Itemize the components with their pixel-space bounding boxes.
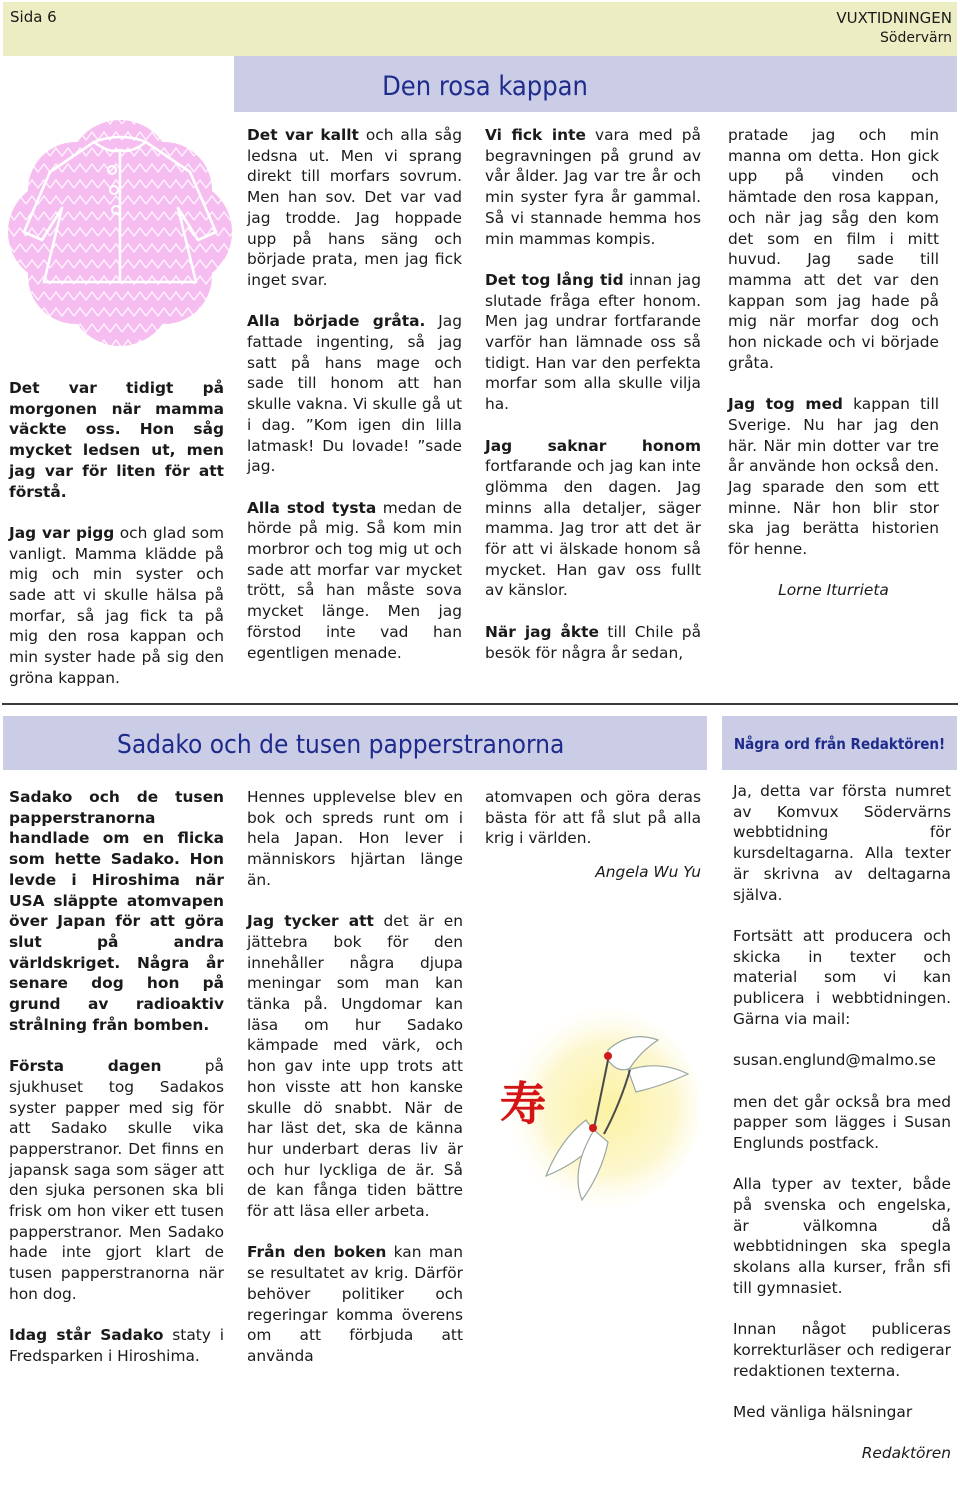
paragraph-lead: Alla började gråta. (247, 312, 426, 331)
paragraph: Fortsätt att producera och skicka in texter och material som vi kan publicera i webbtidningen. Gärna via mail: (733, 926, 951, 1028)
article-column-4 (728, 125, 939, 622)
paragraph (485, 436, 701, 602)
paragraph (247, 498, 462, 664)
paragraph (9, 1325, 224, 1366)
page-header (3, 2, 957, 56)
paragraph-lead: Det var kallt (247, 126, 359, 144)
paragraph (728, 125, 939, 373)
article-author: Angela Wu Yu (595, 862, 701, 881)
paragraph-text: vara med på begravningen på grund av vår ålder. Jag var tre år och min syster fyra år gammal. Så vi stannade hemma hos min mammas kompis. (485, 126, 701, 248)
article-author: Lorne Iturrieta (778, 581, 889, 600)
paragraph-text: Hennes upplevelse blev en bok och spreds runt om i hela Japan. Hon lever i människors hjärtan länge än. (247, 788, 463, 889)
article-title: Sadako och de tusen papperstranorna (117, 730, 565, 760)
paragraph-lead: Jag var pigg (9, 523, 115, 542)
paragraph-text: staty i Fredsparken i Hiroshima. (9, 1326, 224, 1365)
paragraph-text: pratade jag och min manna om detta. Hon gick upp på vinden och hämtade den rosa kappan, och när jag såg den kom det som en film i mitt huvud. Jag sade till mamma att det var den kappan som jag hade på mig när morfar dog och hon nickade och vi började gråta. (728, 126, 939, 372)
article-column-1 (9, 787, 224, 1387)
paragraph-text: fortfarande och jag kan inte glömma den dagen. Jag minns alla detaljer, säger mamma. Jag tror att det är för att vi älskade honom så mycket. Han gav oss fullt av känslor. (485, 457, 701, 600)
paragraph-lead: Alla stod tysta (247, 498, 377, 517)
paragraph-lead: Första dagen (9, 1057, 162, 1076)
paragraph-lead: När jag åkte (485, 622, 599, 641)
editor-closing: Med vänliga hälsningar (733, 1403, 913, 1421)
paragraph-text: atomvapen och göra deras bästa för att få slut på alla krig i världen. (485, 788, 701, 848)
paragraph (247, 787, 463, 891)
paragraph: Alla typer av texter, både på svenska och engelska, är välkomna då webbtidningen ska spegla skolans alla kurser, från sfi till gymnasiet. (733, 1175, 951, 1297)
paragraph-lead: Idag står Sadako (9, 1326, 164, 1345)
paragraph-text: till Chile på besök för några år sedan, (485, 622, 702, 662)
editor-title: Några ord från Redaktören! (733, 735, 946, 753)
paragraph (9, 523, 224, 689)
paper-masthead (836, 8, 952, 48)
article-column-3 (485, 125, 701, 684)
page-number: Sida 6 (10, 8, 57, 26)
paragraph-lead: Vi fick inte (485, 126, 586, 144)
paragraph-text: och alla såg ledsna ut. Men vi sprang direkt till morfars sovrum. Men han sov. Det var vad jag trodde. Jag hoppade upp på hans säng och började prata, men jag fick inget svar. (247, 126, 462, 289)
article-title: Den rosa kappan (382, 71, 588, 102)
paragraph: Ja, detta var första numret av Komvux Södervärns webbtidning för kursdeltagarna. Alla texter är skrivna av deltagarna själva. (733, 782, 951, 904)
article-column-3 (485, 787, 701, 903)
paragraph (247, 311, 462, 477)
paragraph-lead: Jag saknar honom (485, 436, 701, 455)
paragraph-lead: Från den boken (247, 1243, 387, 1262)
paragraph: men det går också bra med papper som lägges i Susan Englunds postfack. (733, 1092, 951, 1152)
paragraph-text: innan jag slutade fråga efter honom. Men jag undrar fortfarande varför han lämnade oss så tidigt. Han var den perfekta morfar som alla skulle vilja ha. (485, 270, 701, 414)
article-column-2 (247, 125, 462, 684)
paragraph-text: Jag fattade ingenting, så jag satt på hans mage och sade till honom att han skulle vakna. Vi skulle gå ut i dag. ”Kom igen din lilla latmask! Du lovade! ”sade jag. (247, 312, 462, 476)
paper-name: VUXTIDNINGEN (836, 9, 952, 27)
kanji-character: 寿 (500, 1077, 546, 1131)
paragraph-lead: Sadako och de tusen papperstranorna handlade om en flicka som hette Sadako. Hon levde i Hiroshima när USA släppte atomvapen över Japan för att göra slut på andra världskriget. Några år senare dog hon på grund av radioaktiv strålning från bomben. (9, 788, 224, 1034)
editor-signature: Redaktören (861, 1444, 951, 1463)
paragraph-text: på sjukhuset tog Sadakos syster papper med sig för att Sadako skulle vika papperstranor. Det finns en japansk saga som säger att den sjuka personen ska bli frisk om hon viker ett tusen papperstranor. Men Sadako hade inte gjort klart de tusen papperstranorna när hon dog. (9, 1057, 224, 1303)
editor-email: susan.englund@malmo.se (733, 1051, 937, 1070)
pink-coat-icon (2, 112, 238, 352)
paragraph (485, 622, 701, 663)
paragraph-text: och glad som vanligt. Mamma klädde på mig och min syster och sade att vi skulle hälsa på morfar, så jag fick ta på mig den rosa kappan och min syster hade på sig den gröna kappan. (9, 523, 224, 687)
paragraph (485, 270, 701, 415)
paragraph (247, 1242, 463, 1366)
paragraph: Innan något publiceras korrekturläser och redigerar redaktionen texterna. (733, 1320, 951, 1380)
paragraph-lead: Det tog lång tid (485, 270, 624, 289)
paragraph-text: kappan till Sverige. Nu har jag den här. När min dotter var tre år använde hon också den. Jag sparade den som ett minne. När hon blir stor ska jag berätta historien för henne. (728, 395, 939, 559)
paragraph-lead: Jag tog med (728, 395, 843, 414)
paragraph (247, 911, 463, 1222)
paragraph (485, 787, 701, 849)
article-column-1 (9, 378, 224, 709)
editor-column (733, 781, 951, 1485)
paragraph-text: det är en jättebra bok för den innehåller några djupa meningar som man kan tänka på. Ungdomar kan läsa om hur Sadako kämpade med värk, och hon gav inte upp trots att hon visste att hon kanske skulle dö snabbt. När de har läst det, ska de känna hur underbart deras liv är och hur lyckliga de är. Så de kan fånga tiden bättre för att läsa eller arbeta. (247, 912, 463, 1221)
paper-location: Södervärn (880, 30, 952, 46)
article-column-2 (247, 787, 463, 1387)
paragraph-lead: Jag tycker att (247, 912, 374, 931)
section-divider (2, 703, 958, 705)
paragraph (247, 125, 462, 291)
paragraph-text: kan man se resultatet av krig. Därför behöver politiker och regeringar komma överens om att förbjuda att använda (247, 1243, 463, 1365)
paragraph-lead: Det var tidigt på morgonen när mamma väckte oss. Hon såg mycket ledsen ut, men jag var för liten för att förstå. (9, 379, 224, 501)
paragraph (9, 378, 224, 502)
paragraph (9, 1056, 224, 1304)
paragraph (485, 125, 701, 249)
paragraph (728, 394, 939, 560)
paragraph (9, 787, 224, 1035)
paragraph-text: medan de hörde på mig. Så kom min morbror och tog mig ut och sade att morfar var mycket trött, så han måste sova mycket länge. Men jag förstod inte vad han egentligen menade. (247, 498, 462, 662)
